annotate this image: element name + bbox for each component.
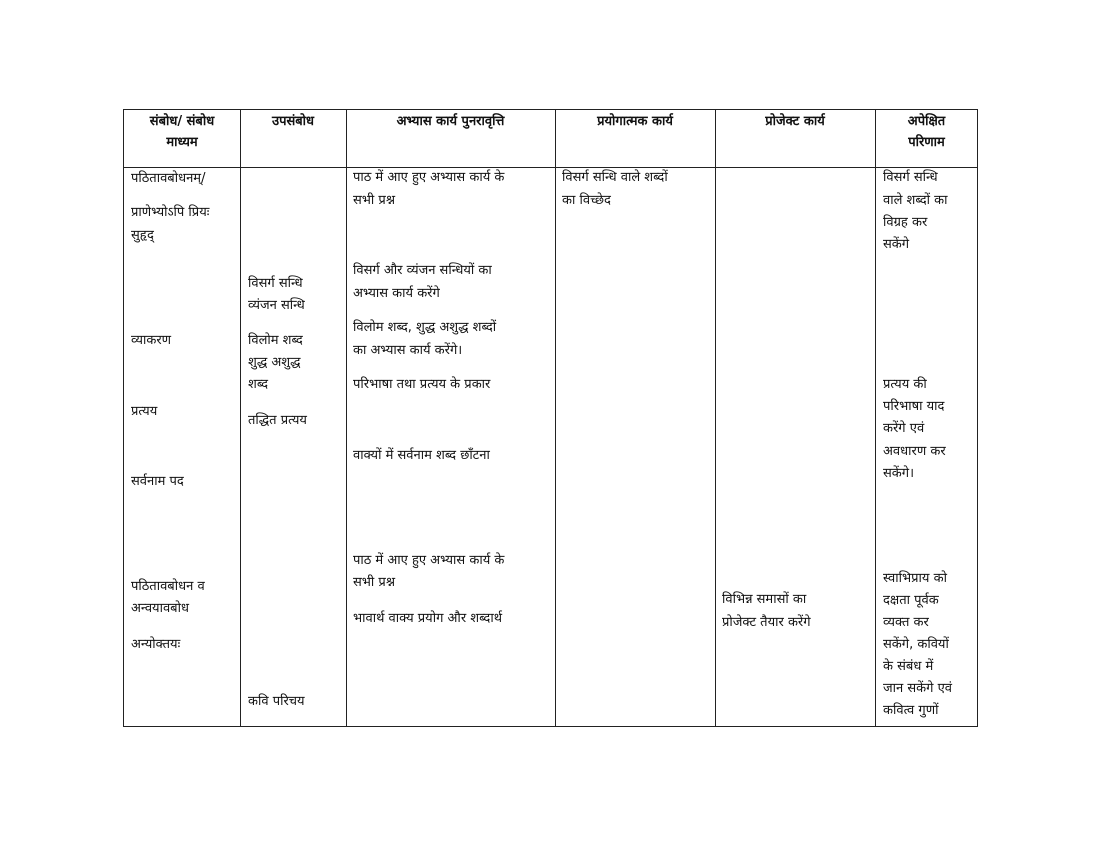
col6-text: प्रत्यय की xyxy=(883,377,927,392)
col2-text: शुद्ध अशुद्ध xyxy=(248,355,301,370)
header-practice-revision xyxy=(346,110,555,167)
header-subconcept xyxy=(240,110,346,167)
header-practice-line1: अभ्यास कार्य पुनरावृत्ति xyxy=(396,114,505,129)
col6-text: सकेंगे। xyxy=(883,466,915,481)
col6-text: सकेंगे, कवियों xyxy=(883,637,949,652)
col6-text: परिभाषा याद xyxy=(883,399,945,414)
col3-text: परिभाषा तथा प्रत्यय के प्रकार xyxy=(353,377,491,392)
col2-text: विलोम शब्द xyxy=(248,333,303,348)
col6-text: स्वाभिप्राय को xyxy=(883,571,947,586)
col5-text: विभिन्न समासों का xyxy=(722,592,807,607)
header-concept xyxy=(124,110,240,167)
col6-text: वाले शब्दों का xyxy=(883,193,948,208)
col3-text: पाठ में आए हुए अभ्यास कार्य के xyxy=(353,553,505,568)
col6-text: के संबंध में xyxy=(883,659,934,674)
col6-text: सकेंगे xyxy=(883,237,910,252)
col1-text: प्रत्यय xyxy=(131,404,158,419)
header-outcome-line2: परिणाम xyxy=(908,135,945,150)
col1-text: सुहृद् xyxy=(131,228,154,243)
col6-text: दक्षता पूर्वक xyxy=(883,593,939,608)
column-divider xyxy=(240,110,241,726)
col1-text: सर्वनाम पद xyxy=(131,474,184,489)
header-practical-line1: प्रयोगात्मक कार्य xyxy=(597,114,673,129)
col3-text: सभी प्रश्न xyxy=(353,193,396,208)
col6-text: विसर्ग सन्धि xyxy=(883,170,938,185)
col2-text: तद्धित प्रत्यय xyxy=(248,413,307,428)
col1-text: पठितावबोधनम्/ xyxy=(131,171,206,186)
col3-text: पाठ में आए हुए अभ्यास कार्य के xyxy=(353,170,505,185)
col2-text: व्यंजन सन्धि xyxy=(248,298,305,313)
column-divider xyxy=(715,110,716,726)
col6-text: व्यक्त कर xyxy=(883,615,929,630)
syllabus-table xyxy=(123,109,978,727)
col6-text: अवधारण कर xyxy=(883,444,946,459)
col4-text: का विच्छेद xyxy=(562,193,611,208)
col2-text: कवि परिचय xyxy=(248,694,305,709)
col1-text: अन्योक्तयः xyxy=(131,637,181,652)
col1-text: प्राणेभ्योऽपि प्रियः xyxy=(131,205,210,220)
header-project-work xyxy=(715,110,875,167)
col4-text: विसर्ग सन्धि वाले शब्दों xyxy=(562,170,668,185)
col6-text: विग्रह कर xyxy=(883,215,928,230)
col3-text: वाक्यों में सर्वनाम शब्द छाँटना xyxy=(353,448,490,463)
header-subconcept-line1: उपसंबोध xyxy=(271,114,315,129)
header-practical-work xyxy=(555,110,715,167)
col6-text: कवित्व गुणों xyxy=(883,703,939,718)
header-expected-outcome xyxy=(875,110,978,167)
col6-text: करेंगे एवं xyxy=(883,421,925,436)
column-divider xyxy=(346,110,347,726)
col3-text: अभ्यास कार्य करेंगे xyxy=(353,286,440,301)
column-divider xyxy=(555,110,556,726)
header-divider xyxy=(124,167,977,168)
col1-text: पठितावबोधन व xyxy=(131,579,205,594)
col3-text: विलोम शब्द, शुद्ध अशुद्ध शब्दों xyxy=(353,320,497,335)
col5-text: प्रोजेक्ट तैयार करेंगे xyxy=(722,615,811,630)
col3-text: विसर्ग और व्यंजन सन्धियों का xyxy=(353,263,492,278)
header-concept-line2: माध्यम xyxy=(166,135,198,150)
col1-text: व्याकरण xyxy=(131,333,172,348)
col3-text: सभी प्रश्न xyxy=(353,575,396,590)
col3-text: का अभ्यास कार्य करेंगे। xyxy=(353,343,463,358)
header-project-line1: प्रोजेक्ट कार्य xyxy=(765,114,825,129)
header-outcome-line1: अपेक्षित xyxy=(907,114,946,129)
col2-text: शब्द xyxy=(248,377,269,392)
col1-text: अन्वयावबोध xyxy=(131,601,189,616)
column-divider xyxy=(875,110,876,726)
col6-text: जान सकेंगे एवं xyxy=(883,681,953,696)
col3-text: भावार्थ वाक्य प्रयोग और शब्दार्थ xyxy=(353,611,503,626)
header-concept-line1: संबोध/ संबोध xyxy=(149,114,215,129)
col2-text: विसर्ग सन्धि xyxy=(248,276,303,291)
